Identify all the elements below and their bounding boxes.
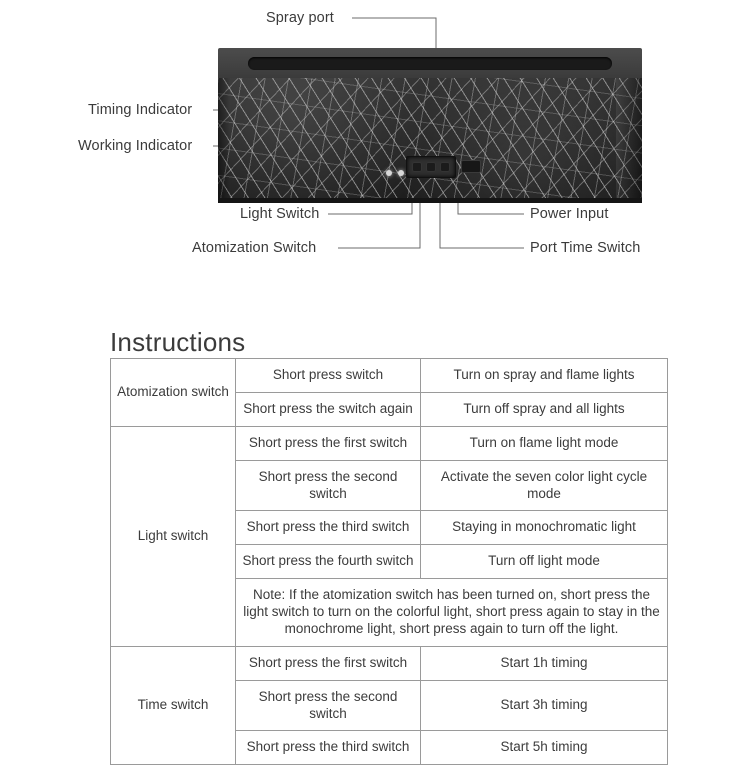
result-cell: Start 3h timing	[421, 680, 668, 731]
label-port-time-switch: Port Time Switch	[530, 240, 641, 256]
switch-cluster	[406, 156, 456, 178]
result-cell: Start 1h timing	[421, 646, 668, 680]
action-cell: Short press the first switch	[236, 426, 421, 460]
action-cell: Short press the third switch	[236, 511, 421, 545]
crackle-texture	[218, 78, 642, 203]
label-working-indicator: Working Indicator	[78, 138, 193, 154]
group-name-atomization: Atomization switch	[111, 359, 236, 427]
label-spray-port: Spray port	[266, 10, 334, 26]
table-row	[111, 426, 668, 460]
label-atomization-switch: Atomization Switch	[192, 240, 317, 256]
label-timing-indicator: Timing Indicator	[88, 102, 193, 118]
instructions-table	[110, 358, 668, 765]
result-cell: Activate the seven color light cycle mode	[421, 460, 668, 511]
action-cell: Short press the second switch	[236, 460, 421, 511]
table-row	[111, 359, 668, 393]
action-cell: Short press the fourth switch	[236, 545, 421, 579]
device-right-side	[616, 78, 642, 203]
device-left-edge	[218, 78, 230, 203]
power-input-port	[461, 160, 481, 173]
group-name-time: Time switch	[111, 646, 236, 765]
atomization-switch-button[interactable]	[413, 163, 421, 171]
device-front-panel	[218, 78, 642, 203]
product-callout-diagram	[0, 0, 750, 285]
device-base	[218, 198, 642, 203]
result-cell: Turn on flame light mode	[421, 426, 668, 460]
result-cell: Staying in monochromatic light	[421, 511, 668, 545]
action-cell: Short press switch	[236, 359, 421, 393]
light-switch-note: Note: If the atomization switch has been turned on, short press the light switch to turn on the colorful light, short press again to stay in the monochrome light, short press again to turn off the light.	[236, 579, 668, 647]
device-illustration	[218, 48, 642, 203]
action-cell: Short press the first switch	[236, 646, 421, 680]
action-cell: Short press the third switch	[236, 731, 421, 765]
light-switch-button[interactable]	[427, 163, 435, 171]
time-switch-button[interactable]	[441, 163, 449, 171]
result-cell: Turn off light mode	[421, 545, 668, 579]
action-cell: Short press the second switch	[236, 680, 421, 731]
device-top-panel	[218, 48, 642, 80]
result-cell: Start 5h timing	[421, 731, 668, 765]
result-cell: Turn on spray and flame lights	[421, 359, 668, 393]
group-name-light: Light switch	[111, 426, 236, 646]
working-indicator-led	[386, 170, 392, 176]
spray-port-slot	[248, 57, 612, 70]
page-title: Instructions	[110, 327, 246, 358]
table-row	[111, 646, 668, 680]
timing-indicator-led	[398, 170, 404, 176]
result-cell: Turn off spray and all lights	[421, 392, 668, 426]
label-power-input: Power Input	[530, 206, 609, 222]
label-light-switch: Light Switch	[240, 206, 320, 222]
action-cell: Short press the switch again	[236, 392, 421, 426]
